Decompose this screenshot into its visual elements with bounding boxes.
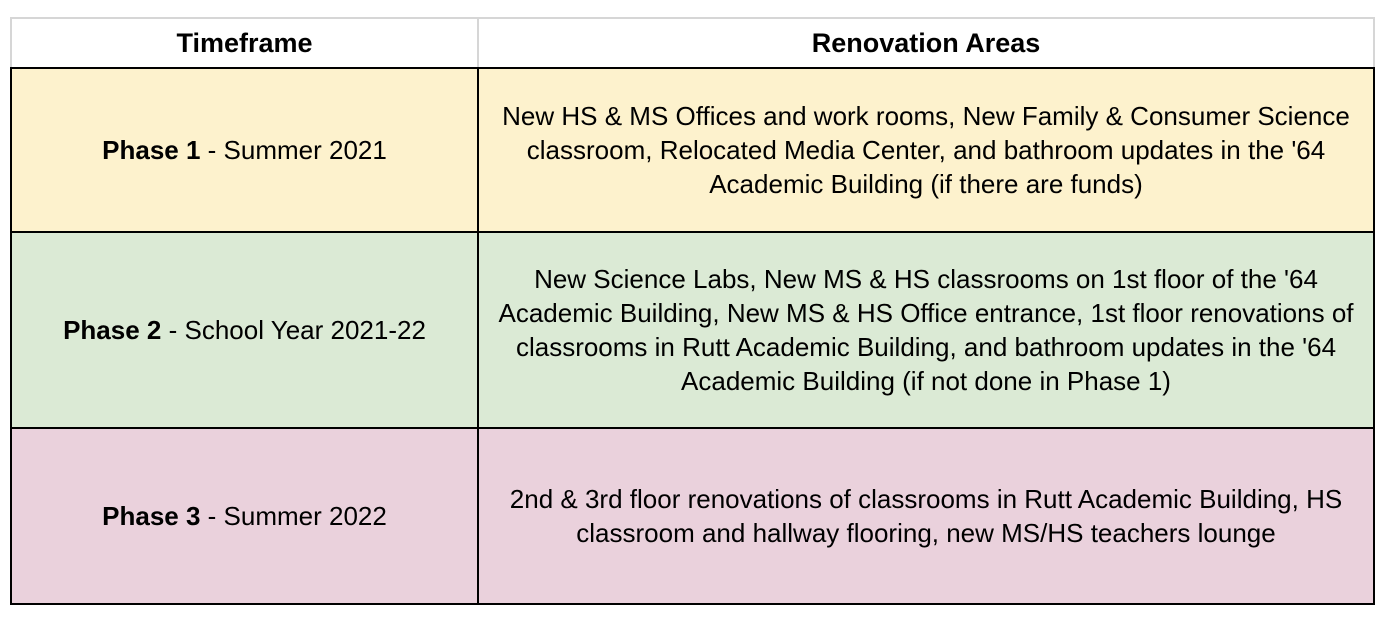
renovation-areas-cell: New HS & MS Offices and work rooms, New Family & Consumer Science classroom, Relocated Media Center, and bathroom updates in the '64 Academic Building (if there are funds) (478, 68, 1374, 232)
table-row (11, 428, 1374, 604)
table-row (11, 68, 1374, 232)
phase-separator: - (161, 315, 185, 345)
renovation-areas-cell: New Science Labs, New MS & HS classrooms on 1st floor of the '64 Academic Building, New MS & HS Office entrance, 1st floor renovations of classrooms in Rutt Academic Building, and bathroom updates in the '64 Academic Building (if not done in Phase 1) (478, 232, 1374, 428)
phase-period: Summer 2022 (223, 501, 387, 531)
phase-name: Phase 2 (63, 315, 162, 345)
phase-separator: - (200, 135, 224, 165)
timeframe-cell (11, 68, 478, 232)
header-renovation-areas: Renovation Areas (478, 18, 1374, 68)
phase-separator: - (200, 501, 224, 531)
header-row (11, 18, 1374, 68)
phase-period: Summer 2021 (223, 135, 387, 165)
renovation-table (10, 17, 1375, 605)
phase-period: School Year 2021-22 (184, 315, 426, 345)
table-row (11, 232, 1374, 428)
renovation-areas-cell: 2nd & 3rd floor renovations of classrooms in Rutt Academic Building, HS classroom and hallway flooring, new MS/HS teachers lounge (478, 428, 1374, 604)
renovation-schedule (10, 17, 1373, 603)
phase-name: Phase 1 (102, 135, 201, 165)
timeframe-cell (11, 232, 478, 428)
header-timeframe: Timeframe (11, 18, 478, 68)
phase-name: Phase 3 (102, 501, 201, 531)
timeframe-cell (11, 428, 478, 604)
